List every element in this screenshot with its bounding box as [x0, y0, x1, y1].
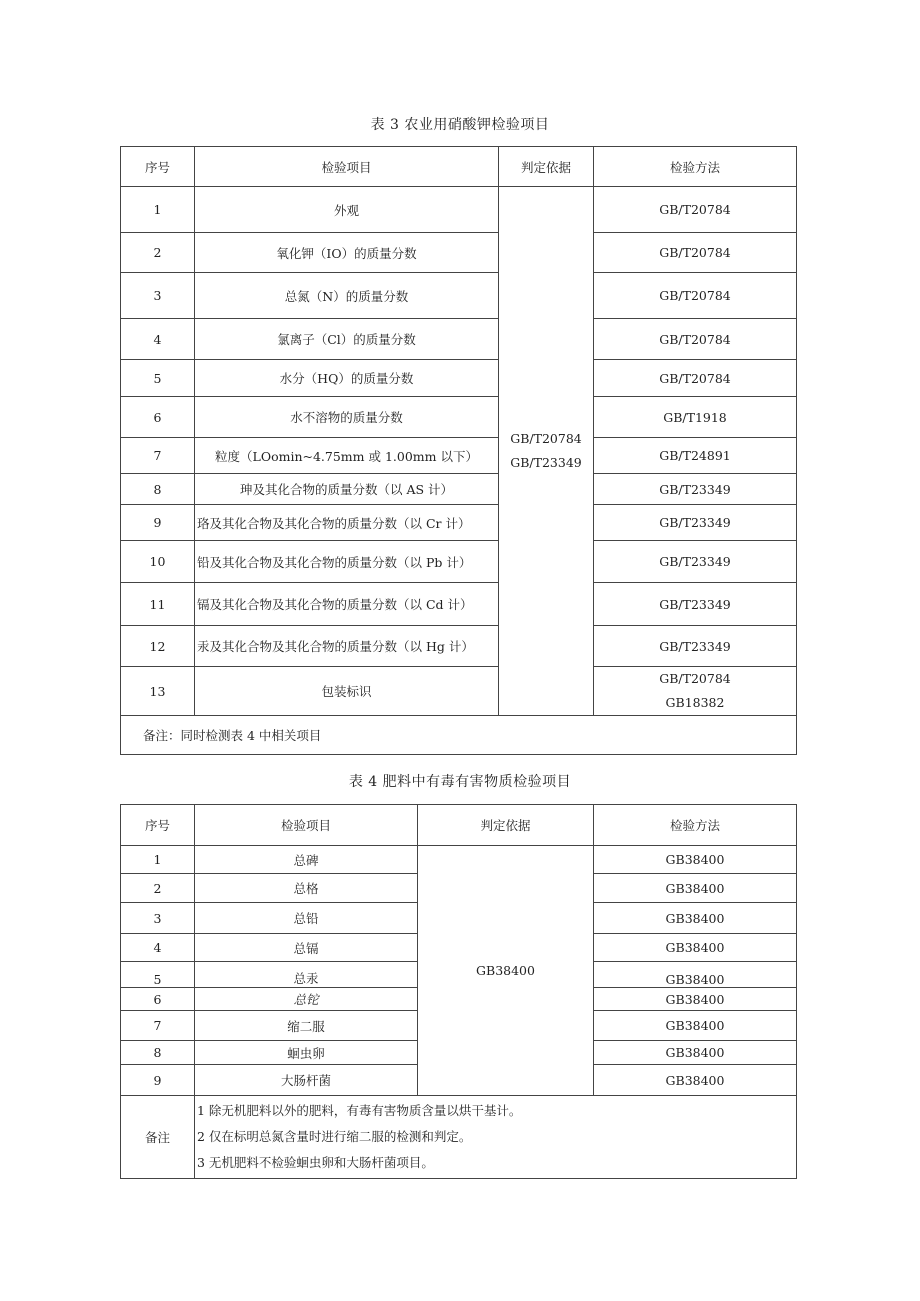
row-method: GB38400 [594, 934, 797, 962]
row-item: 汞及其化合物及其化合物的质量分数（以 Hg 计） [195, 626, 499, 667]
method-line: GB/T20784 [659, 671, 731, 686]
row-method: GB/T20784 [594, 187, 797, 233]
table-row [121, 187, 797, 233]
row-method: GB/T1918 [594, 397, 797, 438]
note-line: 3 无机肥料不检验蛔虫卵和大肠杆菌项目。 [197, 1155, 434, 1170]
row-no: 4 [121, 934, 195, 962]
row-item: 铅及其化合物及其化合物的质量分数（以 Pb 计） [195, 541, 499, 583]
row-item: 外观 [195, 187, 499, 233]
row-no: 8 [121, 1041, 195, 1065]
row-item: 珅及其化合物的质量分数（以 AS 计） [195, 474, 499, 505]
table3-caption: 表 3 农业用硝酸钾检验项目 [370, 117, 550, 133]
row-method: GB/T24891 [594, 438, 797, 474]
row-item: 总氮（N）的质量分数 [195, 273, 499, 319]
table4-notes [195, 1096, 797, 1179]
row-method: GB/T20784 [594, 233, 797, 273]
row-item: 缩二服 [195, 1011, 418, 1041]
row-no: 7 [121, 1011, 195, 1041]
row-no: 2 [121, 233, 195, 273]
row-item: 大肠杆菌 [195, 1065, 418, 1096]
table-row [121, 846, 797, 874]
row-item: 总铊 [195, 988, 418, 1011]
row-method: GB/T20784 [594, 360, 797, 397]
row-method: GB38400 [594, 1065, 797, 1096]
row-item: 粒度（LOomin~4.75mm 或 1.00mm 以下） [195, 438, 499, 474]
row-method: GB38400 [594, 1041, 797, 1065]
row-no: 11 [121, 583, 195, 626]
table3-note-row [121, 716, 797, 755]
table4-note-row [121, 1096, 797, 1179]
table-row [121, 319, 797, 360]
note-line: 2 仅在标明总氮含量时进行缩二服的检测和判定。 [197, 1129, 472, 1144]
table4-header-row [121, 805, 797, 846]
row-no: 5 [121, 360, 195, 397]
row-method: GB38400 [594, 962, 797, 988]
row-item: 总碑 [195, 846, 418, 874]
table3-basis-cell [499, 187, 594, 716]
table3-header-basis: 判定依据 [499, 147, 594, 187]
row-no: 1 [121, 187, 195, 233]
table4-header-basis: 判定依据 [418, 805, 594, 846]
table4-caption: 表 4 肥料中有毒有害物质检验项目 [348, 774, 572, 790]
row-no: 9 [121, 1065, 195, 1096]
table-row [121, 541, 797, 583]
row-item: 总镉 [195, 934, 418, 962]
row-method: GB38400 [594, 846, 797, 874]
table4-header-no: 序号 [121, 805, 195, 846]
note-line: 1 除无机肥料以外的肥料，有毒有害物质含量以烘干基计。 [197, 1103, 522, 1118]
row-no: 3 [121, 903, 195, 934]
row-item: 总铅 [195, 903, 418, 934]
row-no: 8 [121, 474, 195, 505]
row-item: 包装标识 [195, 667, 499, 716]
row-method: GB/T23349 [594, 474, 797, 505]
row-no: 1 [121, 846, 195, 874]
row-no: 13 [121, 667, 195, 716]
table-row [121, 505, 797, 541]
table4-header-method: 检验方法 [594, 805, 797, 846]
row-no: 9 [121, 505, 195, 541]
table-row [121, 273, 797, 319]
table-row [121, 667, 797, 716]
basis-line: GB/T20784 [510, 431, 582, 446]
row-item: 蛔虫卵 [195, 1041, 418, 1065]
table-row [121, 474, 797, 505]
row-no: 10 [121, 541, 195, 583]
row-no: 6 [121, 988, 195, 1011]
row-item: 总汞 [195, 962, 418, 988]
row-method: GB/T23349 [594, 583, 797, 626]
row-method [594, 667, 797, 716]
row-no: 3 [121, 273, 195, 319]
table-row [121, 583, 797, 626]
table3-header-no: 序号 [121, 147, 195, 187]
table-row [121, 397, 797, 438]
row-method: GB38400 [594, 874, 797, 903]
row-no: 4 [121, 319, 195, 360]
table-row [121, 438, 797, 474]
row-item: 氧化钾（IO）的质量分数 [195, 233, 499, 273]
basis-line: GB/T23349 [510, 455, 582, 470]
row-item: 水分（HQ）的质量分数 [195, 360, 499, 397]
table4-basis-cell: GB38400 [418, 846, 594, 1096]
row-item: 珞及其化合物及其化合物的质量分数（以 Cr 计） [195, 505, 499, 541]
row-no: 5 [121, 962, 195, 988]
table4 [120, 804, 797, 1179]
table3-header-item: 检验项目 [195, 147, 499, 187]
table4-note-label: 备注 [121, 1096, 195, 1179]
row-no: 7 [121, 438, 195, 474]
row-method: GB/T23349 [594, 626, 797, 667]
table4-header-item: 检验项目 [195, 805, 418, 846]
row-method: GB/T20784 [594, 319, 797, 360]
row-method: GB38400 [594, 1011, 797, 1041]
row-method: GB38400 [594, 988, 797, 1011]
row-item: 镉及其化合物及其化合物的质量分数（以 Cd 计） [195, 583, 499, 626]
table3-header-row [121, 147, 797, 187]
row-item: 水不溶物的质量分数 [195, 397, 499, 438]
row-method: GB/T23349 [594, 505, 797, 541]
row-no: 2 [121, 874, 195, 903]
method-line: GB18382 [665, 695, 725, 710]
table3 [120, 146, 797, 755]
row-item: 总格 [195, 874, 418, 903]
row-method: GB/T23349 [594, 541, 797, 583]
table-row [121, 233, 797, 273]
table3-note: 备注：同时检测表 4 中相关项目 [121, 716, 797, 755]
row-no: 12 [121, 626, 195, 667]
row-item: 氯离子（Cl）的质量分数 [195, 319, 499, 360]
row-method: GB38400 [594, 903, 797, 934]
table3-header-method: 检验方法 [594, 147, 797, 187]
row-method: GB/T20784 [594, 273, 797, 319]
row-no: 6 [121, 397, 195, 438]
table-row [121, 360, 797, 397]
table-row [121, 626, 797, 667]
